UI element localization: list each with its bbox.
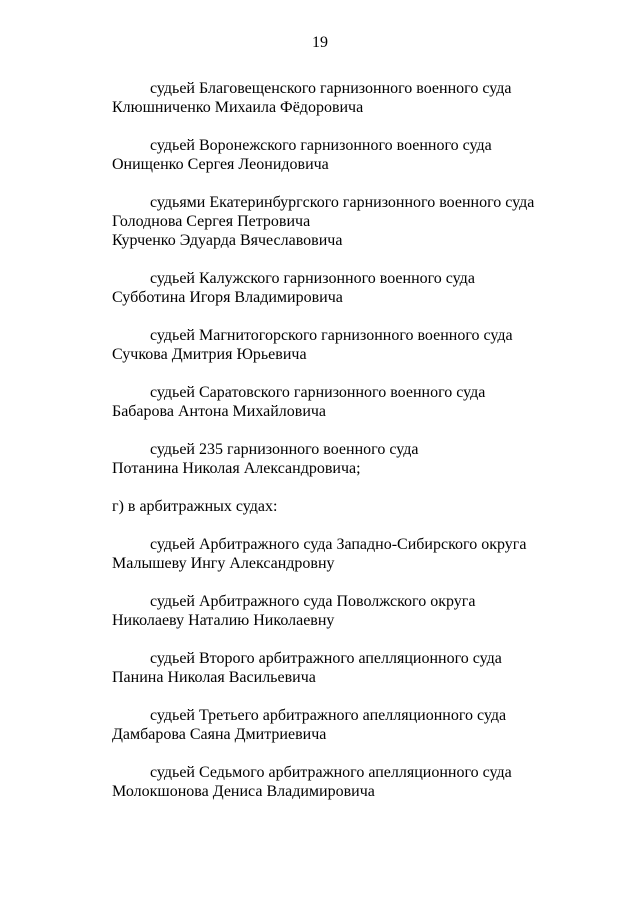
- appointment-entry: [112, 326, 582, 364]
- court-title: судьями Екатеринбургского гарнизонного военного суда: [150, 194, 535, 211]
- court-title: судьей Арбитражного суда Поволжского округа: [150, 593, 476, 610]
- judge-name: Дамбарова Саяна Дмитриевича: [112, 726, 327, 743]
- appointment-entry: [112, 193, 582, 250]
- appointment-entry: [112, 136, 582, 174]
- judge-name: Голоднова Сергея Петровича: [112, 213, 311, 230]
- appointment-entry: [112, 269, 582, 307]
- court-title: судьей Воронежского гарнизонного военного суда: [150, 137, 492, 154]
- judge-name: Николаеву Наталию Николаевну: [112, 612, 335, 629]
- court-title: судьей Саратовского гарнизонного военного суда: [150, 384, 486, 401]
- court-title: судьей Арбитражного суда Западно-Сибирского округа: [150, 536, 527, 553]
- court-title: судьей Седьмого арбитражного апелляционного суда: [150, 764, 512, 781]
- appointment-entry: [112, 763, 582, 801]
- section-label-arbitration: г) в арбитражных судах:: [112, 498, 278, 515]
- judge-name: Малышеву Ингу Александровну: [112, 555, 335, 572]
- judge-name: Онищенко Сергея Леонидовича: [112, 156, 329, 173]
- page-number: 19: [312, 34, 328, 51]
- appointment-entry: [112, 535, 582, 573]
- judge-name: Сучкова Дмитрия Юрьевича: [112, 346, 307, 363]
- court-title: судьей Третьего арбитражного апелляционного суда: [150, 707, 507, 724]
- appointment-entry: [112, 79, 582, 117]
- appointment-entry: [112, 649, 582, 687]
- judge-name: Панина Николая Васильевича: [112, 669, 316, 686]
- judge-name: Субботина Игоря Владимировича: [112, 289, 343, 306]
- judge-name: Потанина Николая Александровича;: [112, 460, 361, 477]
- appointment-entry: [112, 440, 582, 478]
- court-title: судьей Второго арбитражного апелляционного суда: [150, 650, 502, 667]
- court-title: судьей Калужского гарнизонного военного суда: [150, 270, 475, 287]
- judge-name: Клюшниченко Михаила Фёдоровича: [112, 99, 364, 116]
- court-title: судьей 235 гарнизонного военного суда: [150, 441, 419, 458]
- court-title: судьей Благовещенского гарнизонного военного суда: [150, 80, 512, 97]
- appointment-entry: [112, 383, 582, 421]
- judge-name: Молокшонова Дениса Владимировича: [112, 783, 375, 800]
- judge-name: Бабарова Антона Михайловича: [112, 403, 327, 420]
- appointment-entry: [112, 706, 582, 744]
- court-title: судьей Магнитогорского гарнизонного военного суда: [150, 327, 513, 344]
- judge-name: Курченко Эдуарда Вячеславовича: [112, 232, 343, 249]
- document-body: [112, 79, 582, 820]
- appointment-entry: [112, 592, 582, 630]
